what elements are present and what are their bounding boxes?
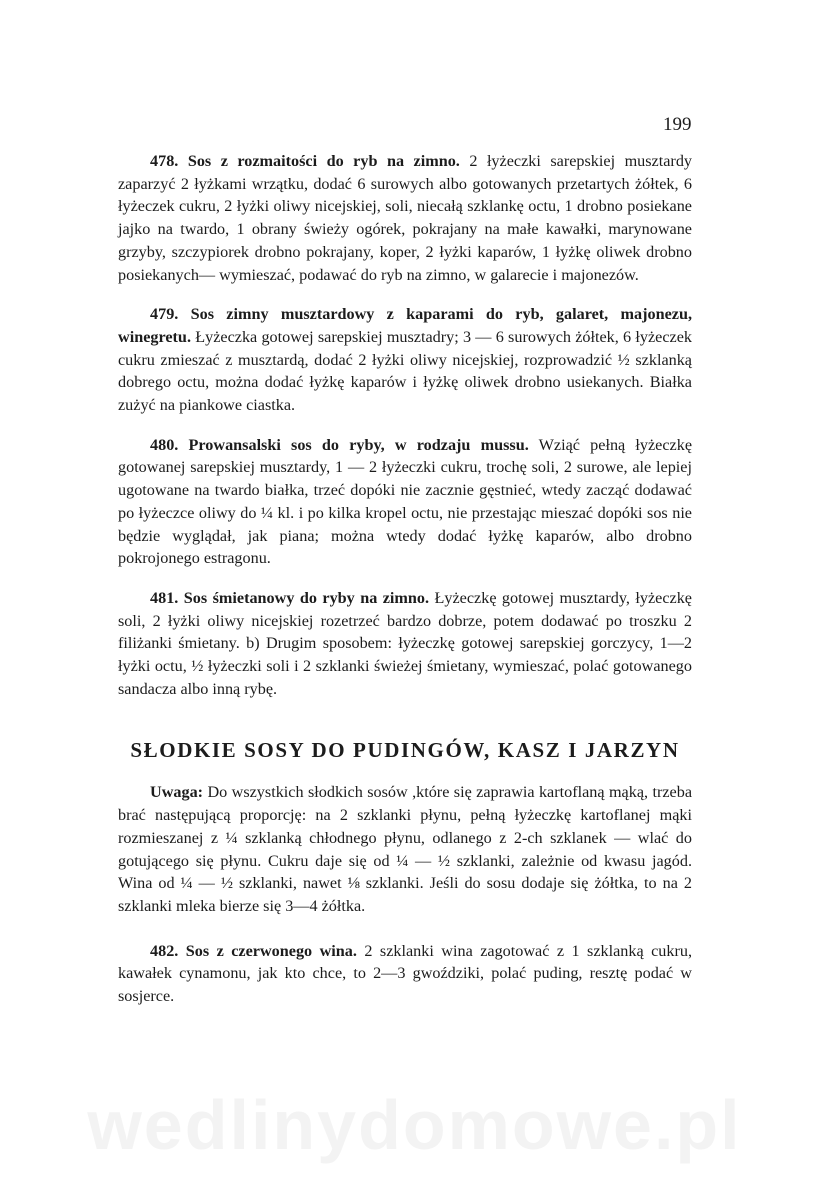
- watermark: wedlinydomowe.pl: [87, 1086, 742, 1164]
- recipe-481-text: Łyżeczkę gotowej musztardy, łyżeczkę soli, 2 łyżki oliwy nicejskiej rozetrzeć bardzo dobrze, potem dodawać po troszku 2 filiżanki śmietany. b) Drugim sposobem: łyżeczkę gotowej sarepskiej gorczycy, 1—2 łyżki octu, ½ łyżeczki soli i 2 szklanki świeżej śmietany, wymieszać, polać gotowanego sandacza albo inną rybę.: [118, 588, 692, 698]
- recipe-478: [118, 150, 692, 286]
- page-content: [118, 150, 692, 1008]
- recipe-479: [118, 303, 692, 417]
- recipe-480-text: Wziąć pełną łyżeczkę gotowanej sarepskiej musztardy, 1 — 2 łyżeczki cukru, trochę soli, 2 surowe, ale lepiej ugotowane na twardo białka, trzeć dopóki nie zacznie gęstnieć, wtedy zacząć dodawać po łyżeczce oliwy do ¼ kl. i po kilka kropel octu, nie przestając mieszać dopóki sos nie będzie wyglądał, jak piana; można wtedy dodać łyżkę kaparów, albo drobno pokrojonego estragonu.: [118, 435, 693, 568]
- recipe-482-text: 2 szklanki wina zagotować z 1 szklanką cukru, kawałek cynamonu, jak kto chce, to 2—3 gwoździki, polać puding, resztę podać w sosjerce.: [118, 941, 693, 1006]
- recipe-479-title: 479. Sos zimny musztardowy z kaparami do ryb, galaret, majonezu, winegretu.: [118, 305, 692, 346]
- section-note-label: Uwaga:: [150, 783, 204, 802]
- recipe-482-title: 482. Sos z czerwonego wina.: [150, 941, 357, 960]
- recipe-482: [118, 940, 692, 1008]
- recipe-481: [118, 587, 692, 701]
- section-heading: SŁODKIE SOSY DO PUDINGÓW, KASZ I JARZYN: [130, 738, 680, 763]
- recipe-478-text: 2 łyżeczki sarepskiej musztardy zaparzyć 2 łyżkami wrzątku, dodać 6 surowych albo gotowanych przetartych żółtek, 6 łyżeczek cukru, 2 łyżki oliwy nicejskiej, soli, niecałą szklankę octu, 1 drobno posiekane jajko na twardo, 1 obrany świeży ogórek, pokrajany na małe kawałki, marynowane grzyby, szczypiorek drobno pokrajany, koper, 2 łyżki kaparów, 1 łyżkę oliwek drobno posiekanych— wymieszać, podawać do ryb na zimno, w galarecie i majonezów.: [118, 152, 693, 284]
- recipe-480-title: 480. Prowansalski sos do ryby, w rodzaju mussu.: [150, 435, 529, 454]
- recipe-478-title: 478. Sos z rozmaitości do ryb na zimno.: [150, 152, 460, 170]
- section-note: [118, 781, 692, 917]
- recipe-480: [118, 434, 692, 570]
- recipe-479-text: Łyżeczka gotowej sarepskiej musztadry; 3 — 6 surowych żółtek, 6 łyżeczek cukru zmieszać z musztardą, dodać 2 łyżki oliwy nicejskiej, rozprowadzić ½ szklanką dobrego octu, można dodać łyżkę kaparów i łyżkę oliwek drobno usiekanych. Białka zużyć na piankowe ciastka.: [118, 327, 692, 415]
- recipe-481-title: 481. Sos śmietanowy do ryby na zimno.: [150, 588, 430, 607]
- section-note-text: Do wszystkich słodkich sosów ,które się zaprawia kartoflaną mąką, trzeba brać następującą proporcję: na 2 szklanki płynu, pełną łyżeczkę kartoflanej mąki rozmieszanej z ¼ szklanką chłodnego płynu, odlanego z 2-ch szklanek — wlać do gotującego się płynu. Cukru daje się od ¼ — ½ szklanki, zależnie od kwasu jagód. Wina od ¼ — ½ szklanki, nawet ⅛ szklanki. Jeśli do sosu dodaje się żółtka, to na 2 szklanki mleka bierze się 3—4 żółtka.: [118, 783, 692, 915]
- page-number: 199: [663, 114, 692, 135]
